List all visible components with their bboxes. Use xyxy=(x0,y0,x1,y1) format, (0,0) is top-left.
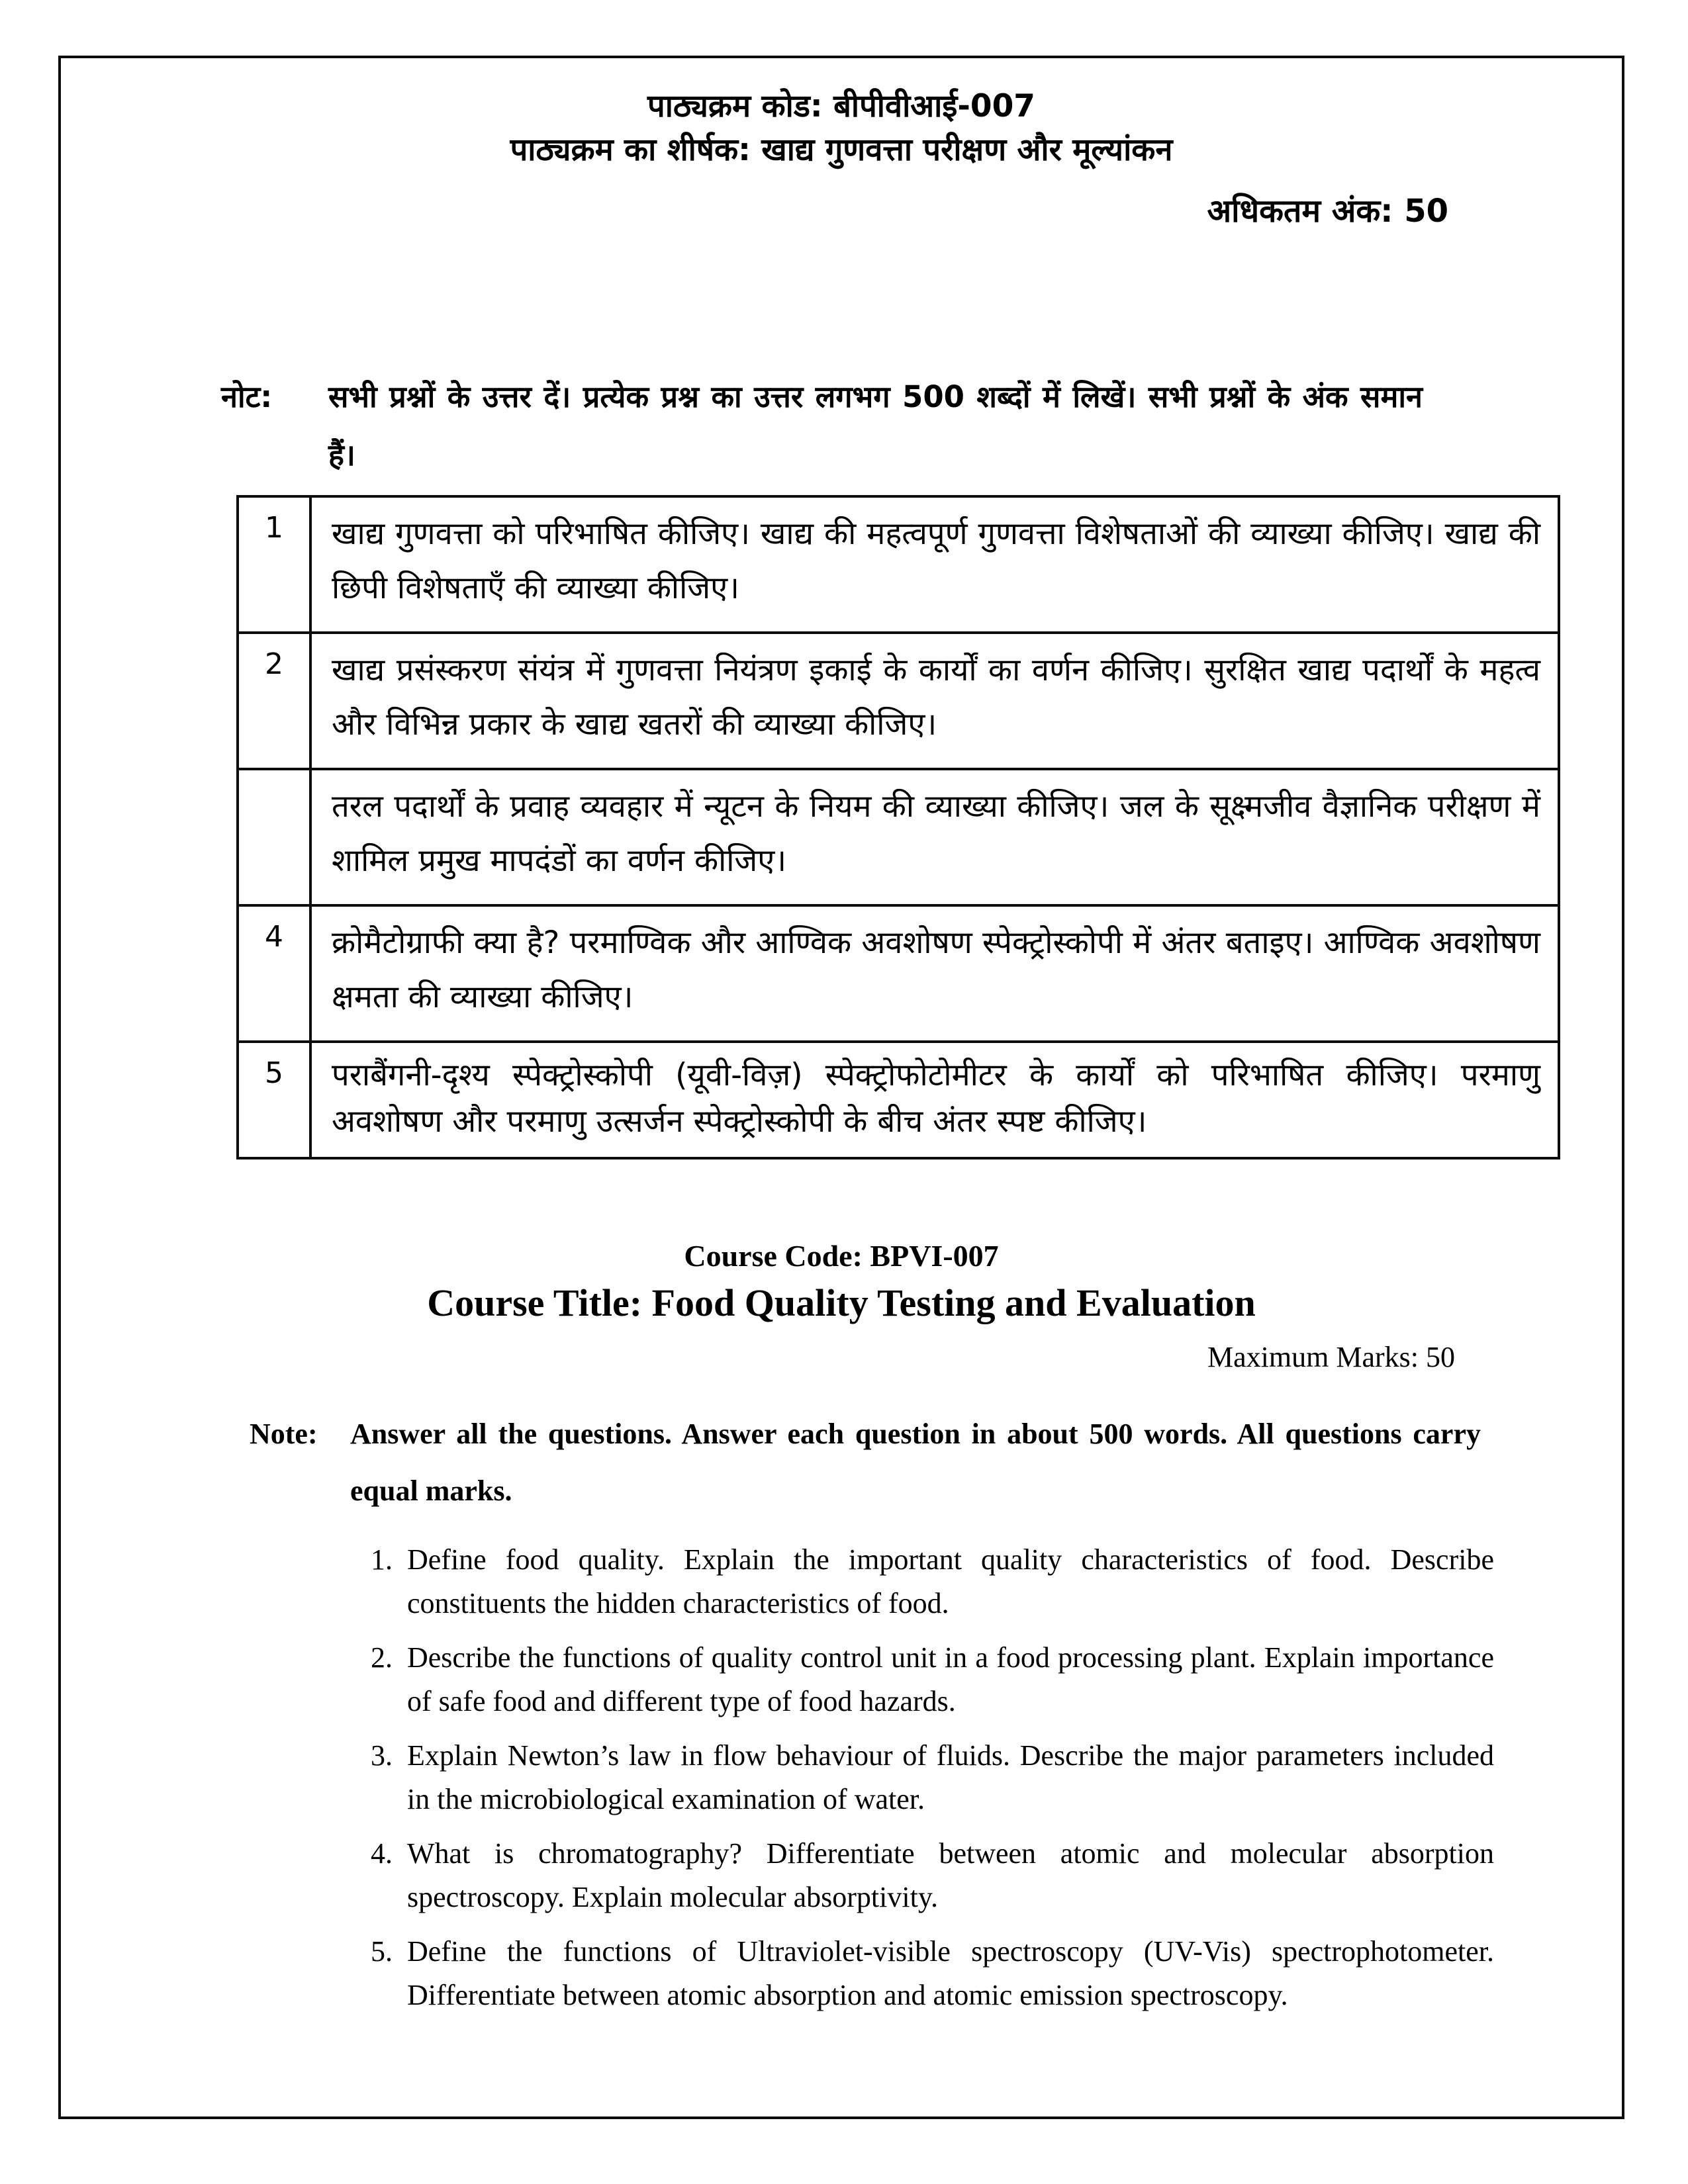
question-number-cell: 1 xyxy=(238,496,310,633)
question-text: What is chromatography? Differentiate between atomic and molecular absorption spectroscopy. Explain molecular absorptivity. xyxy=(407,1837,1494,1913)
hindi-question-row xyxy=(238,1042,1559,1158)
question-text-cell: खाद्य गुणवत्ता को परिभाषित कीजिए। खाद्य की महत्वपूर्ण गुणवत्ता विशेषताओं की व्याख्या कीजिए। खाद्य की छिपी विशेषताएँ की व्याख्या कीजिए। xyxy=(310,496,1559,633)
hindi-note xyxy=(221,368,1423,484)
question-text-cell: क्रोमैटोग्राफी क्या है? परमाण्विक और आण्विक अवशोषण स्पेक्ट्रोस्कोपी में अंतर बताइए। आण्विक अवशोषण क्षमता की व्याख्या कीजिए। xyxy=(310,905,1559,1042)
english-course-code: Course Code: BPVI-007 xyxy=(684,1239,999,1273)
question-text-cell: खाद्य प्रसंस्करण संयंत्र में गुणवत्ता नियंत्रण इकाई के कार्यों का वर्णन कीजिए। सुरक्षित खाद्य पदार्थों के महत्व और विभिन्न प्रकार के खाद्य खतरों की व्याख्या कीजिए। xyxy=(310,633,1559,769)
question-text: Describe the functions of quality control unit in a food processing plant. Explain importance of safe food and different type of food hazards. xyxy=(407,1641,1494,1717)
english-course-title: Course Title: Food Quality Testing and Evaluation xyxy=(427,1281,1256,1324)
hindi-question-row xyxy=(238,905,1559,1042)
english-questions-list xyxy=(303,1538,1494,2017)
hindi-note-label: नोट: xyxy=(221,379,273,414)
english-question-item xyxy=(303,1930,1494,2017)
question-number-cell: 5 xyxy=(238,1042,310,1158)
question-number-cell: 4 xyxy=(238,905,310,1042)
question-number: 4. xyxy=(371,1837,393,1870)
question-text-cell: पराबैंगनी-दृश्य स्पेक्ट्रोस्कोपी (यूवी-विज़) स्पेक्ट्रोफोटोमीटर के कार्यों को परिभाषित कीजिए। परमाणु अवशोषण और परमाणु उत्सर्जन स्पेक्ट्रोस्कोपी के बीच अंतर स्पष्ट कीजिए। xyxy=(310,1042,1559,1158)
hindi-header xyxy=(61,85,1622,172)
question-text-cell: तरल पदार्थों के प्रवाह व्यवहार में न्यूटन के नियम की व्याख्या कीजिए। जल के सूक्ष्मजीव वैज्ञानिक परीक्षण में शामिल प्रमुख मापदंडों का वर्णन कीजिए। xyxy=(310,769,1559,905)
hindi-note-text: सभी प्रश्नों के उत्तर दें। प्रत्येक प्रश्न का उत्तर लगभग 500 शब्दों में लिखें। सभी प्रश्नों के अंक समान हैं। xyxy=(328,379,1423,473)
english-question-item xyxy=(303,1832,1494,1919)
hindi-course-title: पाठ्यक्रम का शीर्षक: खाद्य गुणवत्ता परीक्षण और मूल्यांकन xyxy=(510,132,1173,168)
page-border-frame xyxy=(58,56,1624,2119)
question-number: 5. xyxy=(371,1935,393,1968)
english-note-label: Note: xyxy=(250,1418,318,1450)
question-number: 3. xyxy=(371,1739,393,1772)
question-number: 1. xyxy=(371,1543,393,1576)
question-text: Define food quality. Explain the important quality characteristics of food. Describe constituents the hidden characteristics of food. xyxy=(407,1543,1494,1619)
hindi-course-code: पाठ्यक्रम कोड: बीपीवीआई-007 xyxy=(647,88,1035,124)
english-question-item xyxy=(303,1636,1494,1723)
hindi-max-marks: अधिकतम अंक: 50 xyxy=(1207,193,1448,230)
question-number: 2. xyxy=(371,1641,393,1674)
english-note xyxy=(250,1406,1481,1520)
english-question-item xyxy=(303,1734,1494,1821)
hindi-question-row xyxy=(238,633,1559,769)
question-number-cell: 2 xyxy=(238,633,310,769)
question-text: Define the functions of Ultraviolet-visible spectroscopy (UV-Vis) spectrophotometer. Differentiate between atomic absorption and atomic emission spectroscopy. xyxy=(407,1935,1494,2011)
question-number-cell xyxy=(238,769,310,905)
english-max-marks: Maximum Marks: 50 xyxy=(1207,1341,1455,1373)
hindi-questions-table xyxy=(236,495,1560,1160)
question-text: Explain Newton’s law in flow behaviour of fluids. Describe the major parameters included in the microbiological examination of water. xyxy=(407,1739,1494,1815)
hindi-question-row xyxy=(238,769,1559,905)
english-question-item xyxy=(303,1538,1494,1625)
english-note-text: Answer all the questions. Answer each question in about 500 words. All questions carry equal marks. xyxy=(350,1418,1481,1507)
hindi-question-row xyxy=(238,496,1559,633)
